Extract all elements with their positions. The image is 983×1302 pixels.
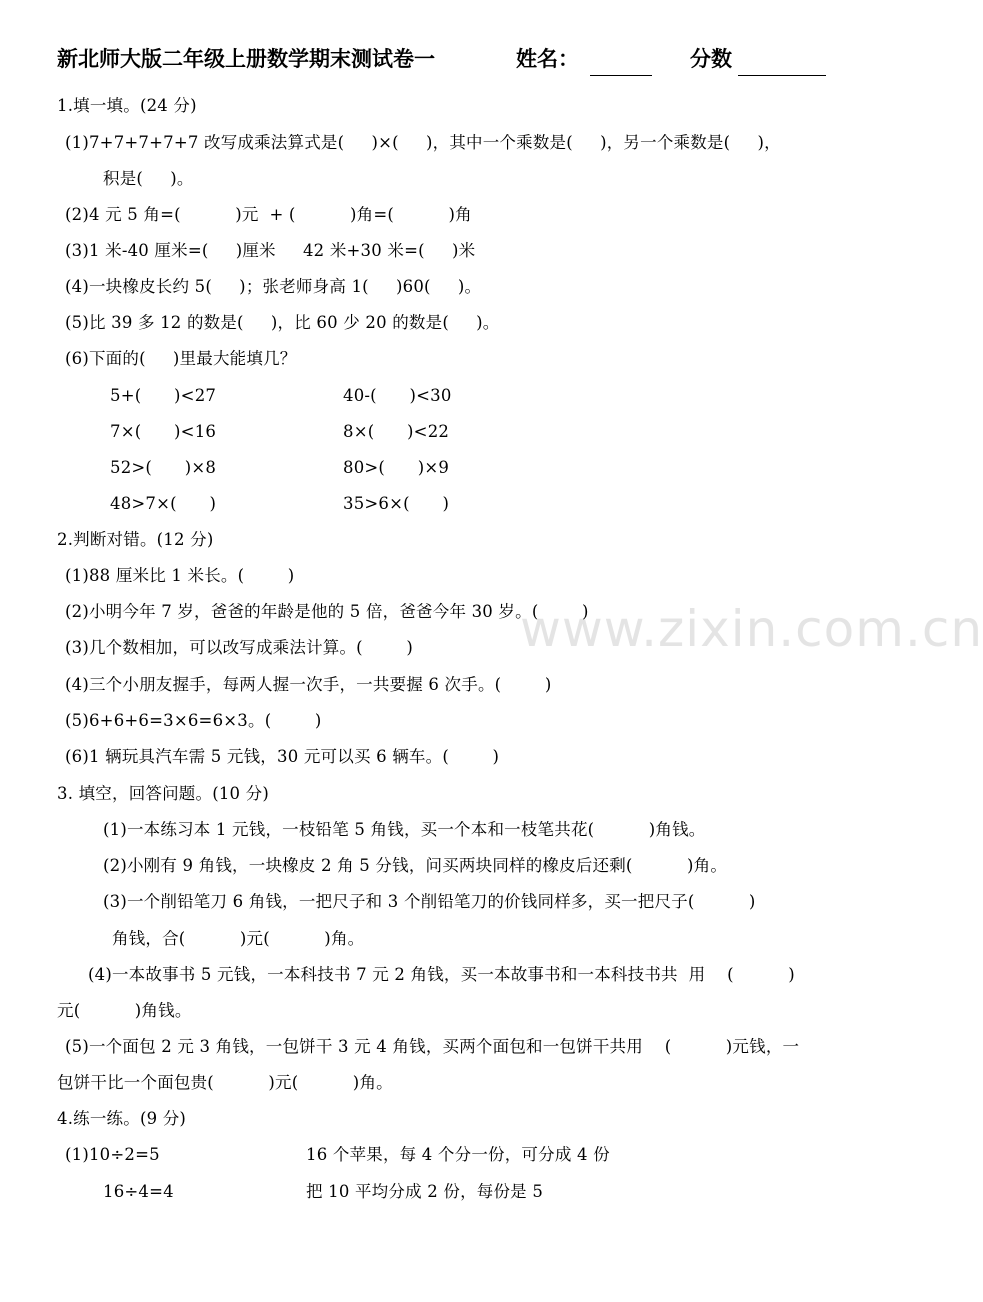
question-1-1-cont: 积是( )。 (103, 169, 194, 188)
watermark: www.zixin.com.cn (520, 600, 983, 658)
question-3-3-cont: 角钱，合( )元( )角。 (112, 929, 365, 948)
fill-item: 40-( )<30 (343, 386, 452, 405)
name-label: 姓名： (516, 47, 579, 71)
fill-item: 7×( )<16 (110, 422, 217, 441)
judge-item: (3)几个数相加，可以改写成乘法计算。( ) (65, 638, 414, 657)
fill-item: 80>( )×9 (343, 458, 450, 477)
question-3-4: (4)一本故事书 5 元钱，一本科技书 7 元 2 角钱，买一本故事书和一本科技书共 用 ( ) (88, 965, 795, 984)
equation-item: 16÷4=4 (103, 1182, 174, 1201)
fill-item: 35>6×( ) (343, 494, 450, 513)
question-1-3: (3)1 米-40 厘米=( )厘米 42 米+30 米=( )米 (65, 241, 476, 260)
fill-item: 48>7×( ) (110, 494, 217, 513)
section-1-heading: 1.填一填。(24 分) (57, 96, 197, 115)
question-1-5: (5)比 39 多 12 的数是( )，比 60 少 20 的数是( )。 (65, 313, 500, 332)
score-label: 分数 (690, 47, 732, 71)
fill-item: 52>( )×8 (110, 458, 217, 477)
statement-item[interactable]: 16 个苹果，每 4 个分一份，可分成 4 份 (306, 1145, 610, 1164)
score-blank[interactable] (738, 75, 826, 76)
judge-item: (1)88 厘米比 1 米长。( ) (65, 566, 295, 585)
question-3-4-cont: 元( )角钱。 (57, 1001, 192, 1020)
question-3-5: (5)一个面包 2 元 3 角钱，一包饼干 3 元 4 角钱，买两个面包和一包饼干共用 ( )元钱，一 (65, 1037, 800, 1056)
question-1-2: (2)4 元 5 角=( )元 + ( )角=( )角 (65, 205, 472, 224)
question-3-3: (3)一个削铅笔刀 6 角钱，一把尺子和 3 个削铅笔刀的价钱同样多，买一把尺子( ) (103, 892, 756, 911)
judge-item: (6)1 辆玩具汽车需 5 元钱，30 元可以买 6 辆车。( ) (65, 747, 500, 766)
judge-item: (4)三个小朋友握手，每两人握一次手，一共要握 6 次手。( ) (65, 675, 552, 694)
fill-item: 5+( )<27 (110, 386, 217, 405)
judge-item: (2)小明今年 7 岁，爸爸的年龄是他的 5 倍，爸爸今年 30 岁。( ) (65, 602, 589, 621)
question-3-5-cont: 包饼干比一个面包贵( )元( )角。 (57, 1073, 393, 1092)
question-3-1: (1)一本练习本 1 元钱，一枝铅笔 5 角钱，买一个本和一枝笔共花( )角钱。 (103, 820, 706, 839)
question-1-1: (1)7+7+7+7+7 改写成乘法算式是( )×( )，其中一个乘数是( )，另一个乘数是( )， (65, 133, 781, 152)
fill-item: 8×( )<22 (343, 422, 450, 441)
section-4-heading: 4.练一练。(9 分) (57, 1109, 187, 1128)
equation-item: (1)10÷2=5 (65, 1145, 160, 1164)
question-1-4: (4)一块橡皮长约 5( )；张老师身高 1( )60( )。 (65, 277, 482, 296)
statement-item[interactable]: 把 10 平均分成 2 份，每份是 5 (306, 1182, 544, 1201)
section-3-heading: 3. 填空，回答问题。(10 分) (57, 784, 270, 803)
question-1-6: (6)下面的( )里最大能填几？ (65, 349, 297, 368)
name-blank[interactable] (590, 75, 652, 76)
question-3-2: (2)小刚有 9 角钱，一块橡皮 2 角 5 分钱，问买两块同样的橡皮后还剩( )角。 (103, 856, 728, 875)
judge-item: (5)6+6+6=3×6=6×3。( ) (65, 711, 322, 730)
page-title: 新北师大版二年级上册数学期末测试卷一 (57, 47, 435, 71)
section-2-heading: 2.判断对错。(12 分) (57, 530, 214, 549)
